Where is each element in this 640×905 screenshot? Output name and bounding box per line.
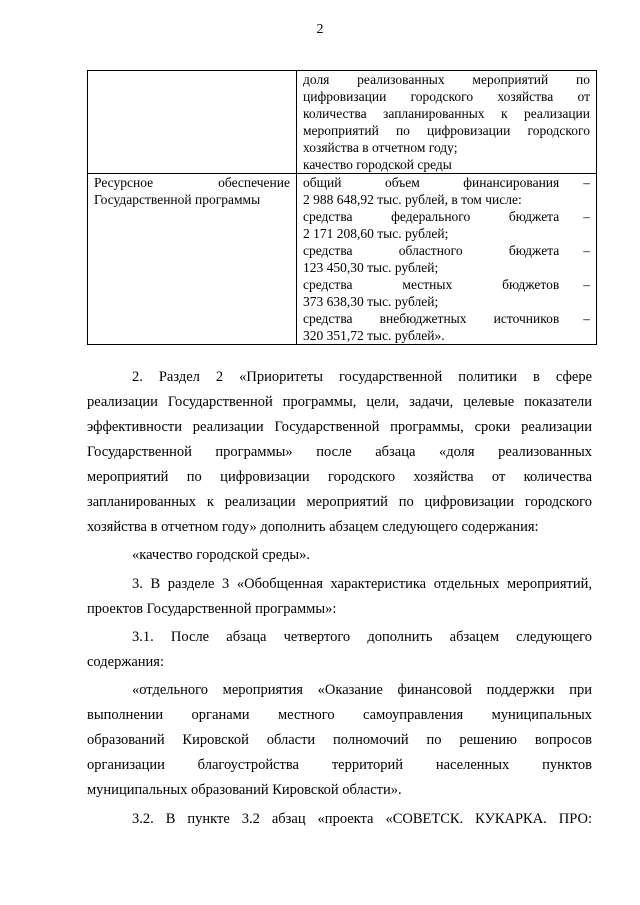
table-line-dash bbox=[303, 174, 590, 191]
text-line: запланированных к реализации мероприятий по цифровизации городского bbox=[87, 494, 592, 510]
paragraph-3-1 bbox=[87, 625, 592, 675]
table-line: Ресурсное обеспечение bbox=[94, 175, 290, 190]
text-line: содержания: bbox=[87, 654, 165, 670]
table-line: мероприятий по цифровизации городского bbox=[303, 123, 590, 138]
table-line: 373 638,30 тыс. рублей; bbox=[303, 294, 439, 309]
table-line-dash bbox=[303, 310, 590, 327]
line-text: средства федерального бюджета bbox=[303, 209, 560, 224]
table-line: количества запланированных к реализации bbox=[303, 106, 590, 121]
paragraph-section-3 bbox=[87, 572, 592, 622]
text-line: реализации Государственной программы, цели, задачи, целевые показатели bbox=[87, 394, 592, 410]
text-line: образований Кировской области полномочий по решению вопросов bbox=[87, 732, 592, 748]
table-cell-indicators bbox=[297, 71, 597, 174]
text-line: «качество городской среды». bbox=[132, 547, 311, 563]
dash: – bbox=[583, 277, 590, 292]
text-line: выполнении органами местного самоуправления муниципальных bbox=[87, 707, 592, 723]
table-line: 2 988 648,92 тыс. рублей, в том числе: bbox=[303, 192, 522, 207]
line-text: средства областного бюджета bbox=[303, 243, 560, 258]
paragraph-quote-measure bbox=[87, 678, 592, 803]
text-line: мероприятий по цифровизации городского хозяйства от количества bbox=[87, 469, 592, 485]
text-line: 3. В разделе 3 «Обобщенная характеристика отдельных мероприятий, bbox=[132, 576, 592, 592]
table-line: качество городской среды bbox=[303, 157, 452, 172]
table-row bbox=[88, 174, 597, 345]
dash: – bbox=[583, 175, 590, 190]
table-line-dash bbox=[303, 242, 590, 259]
table-cell-resource-label bbox=[88, 174, 297, 345]
text-line: «отдельного мероприятия «Оказание финансовой поддержки при bbox=[132, 682, 592, 698]
program-passport-table bbox=[87, 70, 597, 345]
text-line: проектов Государственной программы»: bbox=[87, 601, 337, 617]
table-cell-empty bbox=[88, 71, 297, 174]
line-text: средства местных бюджетов bbox=[303, 277, 560, 292]
table-line-dash bbox=[303, 276, 590, 293]
paragraph-quote-quality bbox=[87, 543, 592, 568]
table-line: Государственной программы bbox=[94, 192, 261, 207]
paragraph-section-2 bbox=[87, 365, 592, 540]
dash: – bbox=[583, 209, 590, 224]
table-line: 2 171 208,60 тыс. рублей; bbox=[303, 226, 449, 241]
paragraph-3-2 bbox=[87, 807, 592, 832]
text-line: муниципальных образований Кировской области». bbox=[87, 782, 402, 798]
text-line: Государственной программы» после абзаца «доля реализованных bbox=[87, 444, 592, 460]
text-line: 3.2. В пункте 3.2 абзац «проекта «СОВЕТСК. КУКАРКА. ПРО: bbox=[132, 811, 592, 827]
table-line: доля реализованных мероприятий по bbox=[303, 72, 590, 87]
line-text: общий объем финансирования bbox=[303, 175, 560, 190]
text-line: 2. Раздел 2 «Приоритеты государственной политики в сфере bbox=[132, 369, 592, 385]
line-text: средства внебюджетных источников bbox=[303, 311, 560, 326]
text-line: эффективности реализации Государственной программы, сроки реализации bbox=[87, 419, 592, 435]
table-line: цифровизации городского хозяйства от bbox=[303, 89, 590, 104]
table-line-dash bbox=[303, 208, 590, 225]
text-line: организации благоустройства территорий населенных пунктов bbox=[87, 757, 592, 773]
text-line: 3.1. После абзаца четвертого дополнить абзацем следующего bbox=[132, 629, 592, 645]
table-line: 320 351,72 тыс. рублей». bbox=[303, 328, 445, 343]
dash: – bbox=[583, 243, 590, 258]
table-cell-funding bbox=[297, 174, 597, 345]
table-row bbox=[88, 71, 597, 174]
table-line: хозяйства в отчетном году; bbox=[303, 140, 458, 155]
dash: – bbox=[583, 311, 590, 326]
page-number: 2 bbox=[316, 22, 324, 37]
table-line: 123 450,30 тыс. рублей; bbox=[303, 260, 439, 275]
text-line: хозяйства в отчетном году» дополнить абзацем следующего содержания: bbox=[87, 519, 539, 535]
